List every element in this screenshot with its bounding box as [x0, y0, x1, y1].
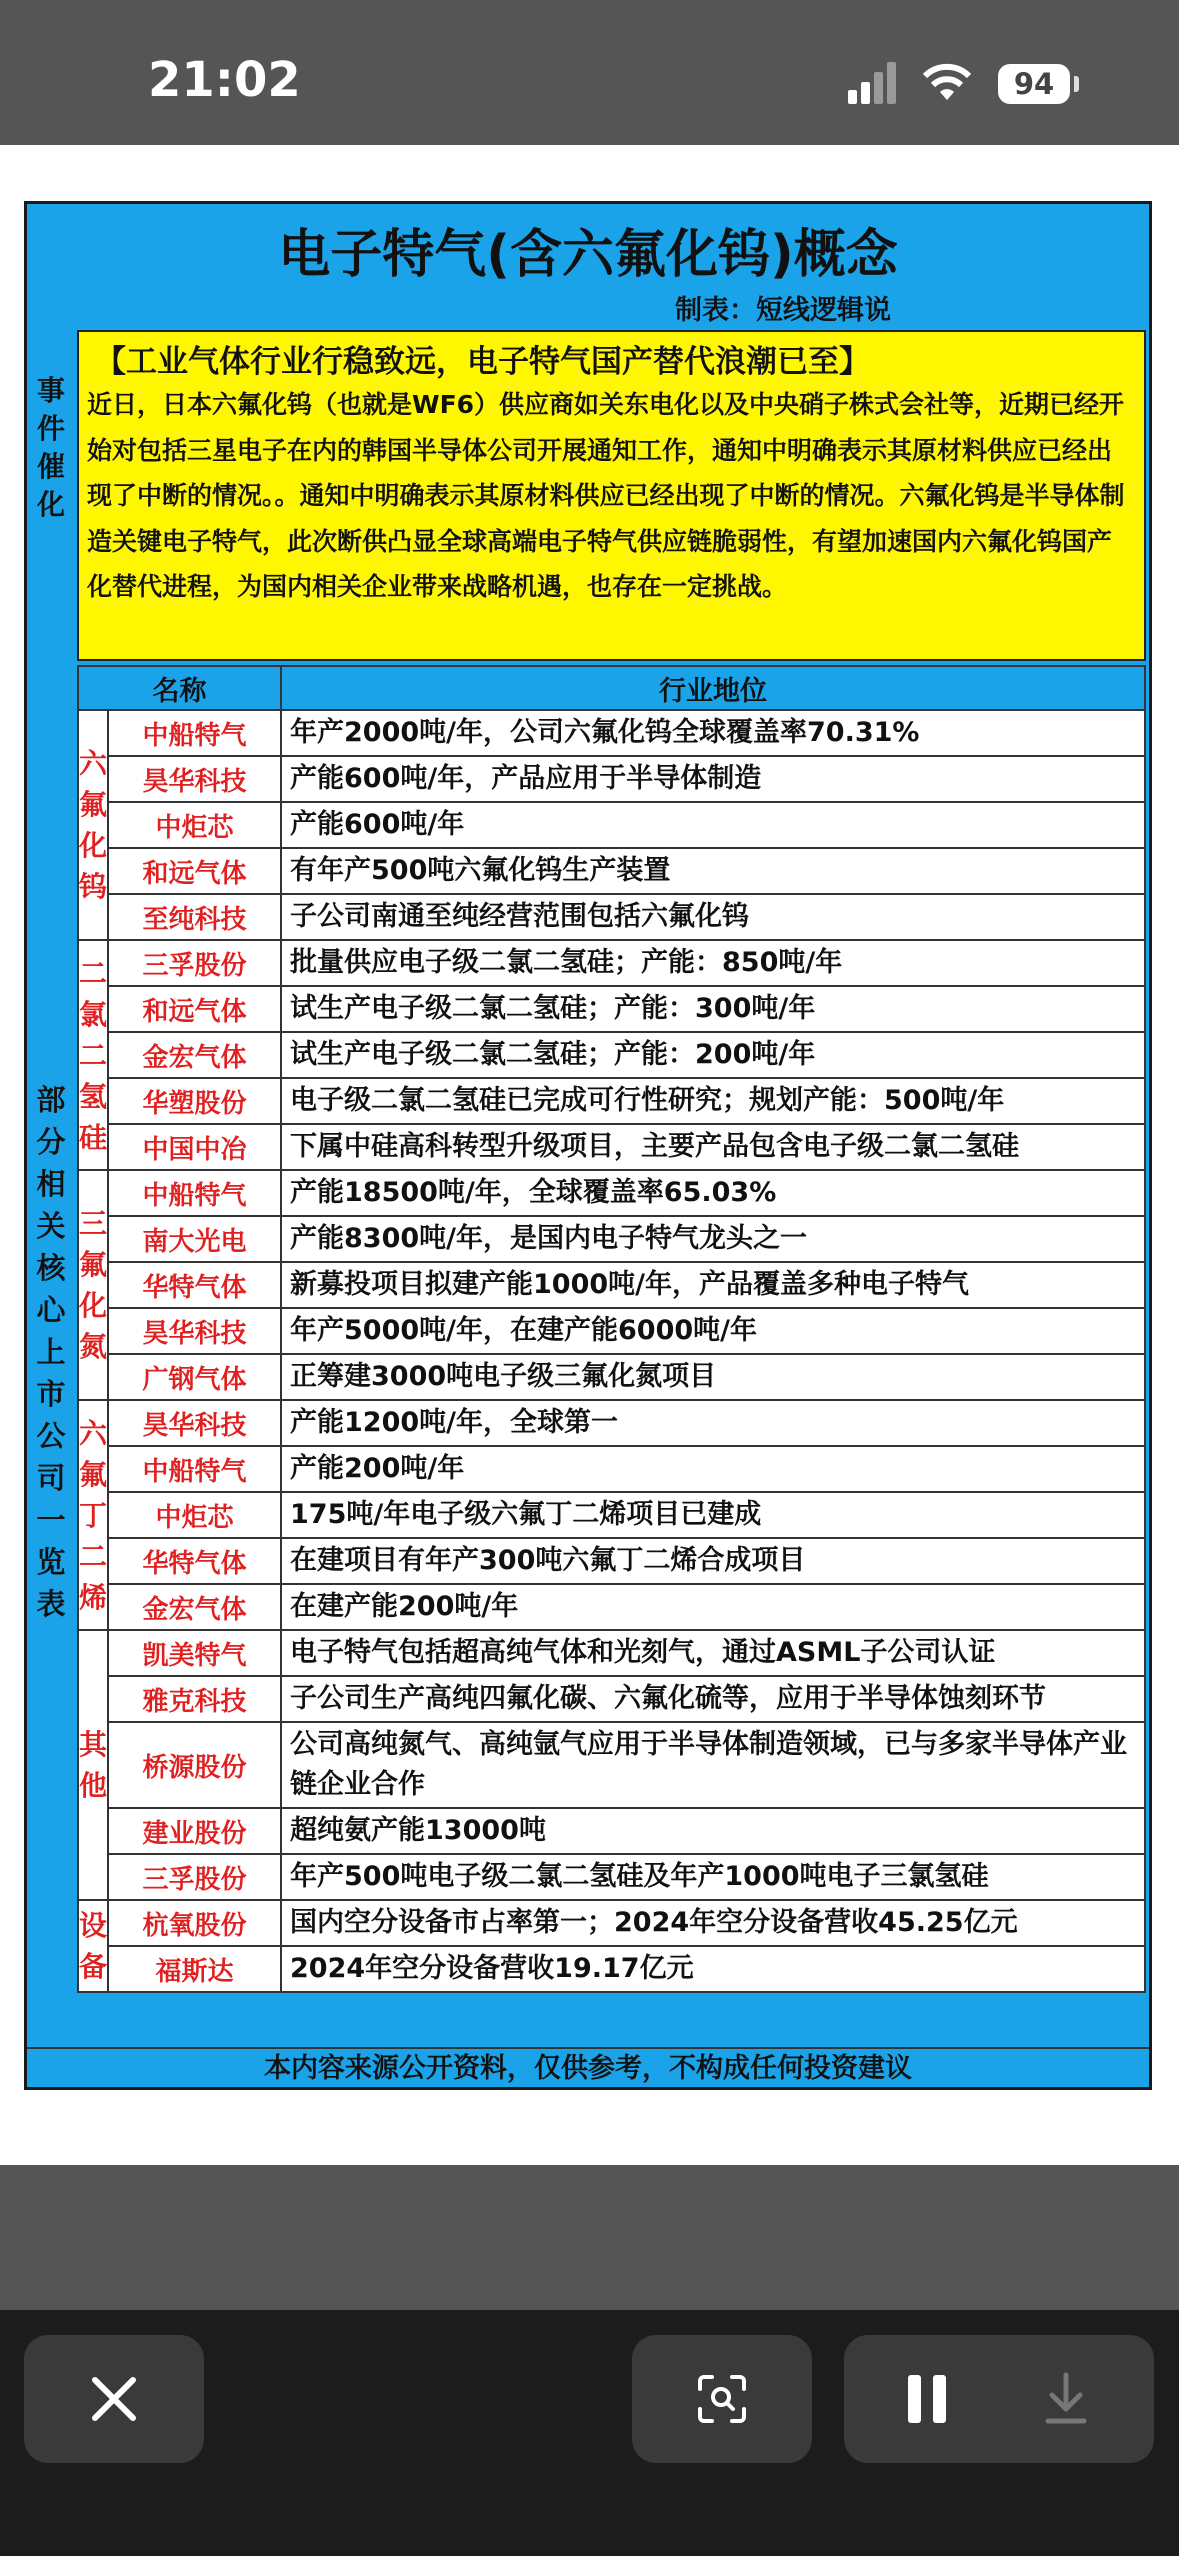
cellular-signal-icon: [848, 58, 896, 104]
table-row: [78, 1946, 1145, 1992]
table-row: [78, 1078, 1145, 1124]
company-info: 子公司南通至纯经营范围包括六氟化钨: [281, 894, 1145, 940]
company-info: 试生产电子级二氯二氢硅；产能：200吨/年: [281, 1032, 1145, 1078]
company-info: 新募投项目拟建产能1000吨/年，产品覆盖多种电子特气: [281, 1262, 1145, 1308]
company-info: 产能8300吨/年，是国内电子特气龙头之一: [281, 1216, 1145, 1262]
table-row: [78, 710, 1145, 756]
company-name: 中船特气: [108, 1170, 281, 1216]
company-name: 至纯科技: [108, 894, 281, 940]
company-name: 中国中冶: [108, 1124, 281, 1170]
company-name: 昊华科技: [108, 1400, 281, 1446]
table-row: [78, 1722, 1145, 1808]
company-name: 中炬芯: [108, 1492, 281, 1538]
category-label: 六 氟 丁 二 烯: [78, 1400, 108, 1630]
table-row: [78, 1262, 1145, 1308]
table-row: [78, 1584, 1145, 1630]
company-name: 广钢气体: [108, 1354, 281, 1400]
table-row: [78, 894, 1145, 940]
table-row: [78, 1854, 1145, 1900]
company-name: 建业股份: [108, 1808, 281, 1854]
table-row: [78, 1400, 1145, 1446]
table-row: [78, 1630, 1145, 1676]
company-info: 有年产500吨六氟化钨生产装置: [281, 848, 1145, 894]
table-row: [78, 940, 1145, 986]
close-icon: [91, 2376, 137, 2422]
company-name: 和远气体: [108, 986, 281, 1032]
table-row: [78, 1676, 1145, 1722]
table-row: [78, 1446, 1145, 1492]
company-name: 福斯达: [108, 1946, 281, 1992]
playback-controls: [844, 2335, 1154, 2463]
category-label: 二 氯 二 氢 硅: [78, 940, 108, 1170]
table-row: [78, 1170, 1145, 1216]
col-name-header: 名称: [78, 666, 281, 710]
company-info: 产能200吨/年: [281, 1446, 1145, 1492]
company-info: 公司高纯氮气、高纯氩气应用于半导体制造领域，已与多家半导体产业链企业合作: [281, 1722, 1145, 1808]
company-name: 杭氧股份: [108, 1900, 281, 1946]
company-name: 和远气体: [108, 848, 281, 894]
table-row: [78, 1538, 1145, 1584]
company-info: 子公司生产高纯四氟化碳、六氟化硫等，应用于半导体蚀刻环节: [281, 1676, 1145, 1722]
company-info: 国内空分设备市占率第一；2024年空分设备营收45.25亿元: [281, 1900, 1145, 1946]
status-time: 21:02: [148, 52, 301, 108]
table-row: [78, 986, 1145, 1032]
table-row: [78, 1216, 1145, 1262]
table-row: [78, 1124, 1145, 1170]
poster-title: 电子特气(含六氟化钨)概念: [278, 225, 898, 285]
company-name: 华特气体: [108, 1262, 281, 1308]
poster-maker: 制表：短线逻辑说: [675, 295, 891, 326]
category-label: 其 他: [78, 1630, 108, 1900]
wifi-icon: [922, 62, 972, 102]
table-row: [78, 756, 1145, 802]
company-info: 年产5000吨/年，在建产能6000吨/年: [281, 1308, 1145, 1354]
table-row: [78, 1900, 1145, 1946]
company-info: 下属中硅高科转型升级项目，主要产品包含电子级二氯二氢硅: [281, 1124, 1145, 1170]
event-label: 事 件 催 化: [27, 330, 75, 661]
event-box: [77, 330, 1146, 661]
event-text: 近日，日本六氟化钨（也就是WF6）供应商如关东电化以及中央硝子株式会社等，近期已经开始对包括三星电子在内的韩国半导体公司开展通知工作，通知中明确表示其原材料供应已经出现了中断的情况。。通知中明确表示其原材料供应已经出现了中断的情况。六氟化钨是半导体制造关键电子特气，此次断供凸显全球高端电子特气供应链脆弱性，有望加速国内六氟化钨国产化替代进程，为国内相关企业带来战略机遇，也存在一定挑战。: [87, 390, 1125, 601]
col-status-header: 行业地位: [281, 666, 1145, 710]
company-name: 金宏气体: [108, 1584, 281, 1630]
company-info: 电子级二氯二氢硅已完成可行性研究；规划产能：500吨/年: [281, 1078, 1145, 1124]
company-name: 三孚股份: [108, 1854, 281, 1900]
image-viewer[interactable]: [0, 145, 1179, 2165]
company-info: 正筹建3000吨电子级三氟化氮项目: [281, 1354, 1145, 1400]
category-label: 设 备: [78, 1900, 108, 1992]
event-headline: 【工业气体行业行稳致远，电子特气国产替代浪潮已至】: [95, 344, 870, 380]
battery-indicator: 94: [998, 64, 1070, 104]
table-row: [78, 1032, 1145, 1078]
table-row: [78, 1808, 1145, 1854]
disclaimer-footer: 本内容来源公开资料，仅供参考，不构成任何投资建议: [27, 2047, 1149, 2089]
company-name: 昊华科技: [108, 756, 281, 802]
company-info: 175吨/年电子级六氟丁二烯项目已建成: [281, 1492, 1145, 1538]
company-name: 华特气体: [108, 1538, 281, 1584]
table-row: [78, 848, 1145, 894]
company-name: 中船特气: [108, 1446, 281, 1492]
company-info: 在建产能200吨/年: [281, 1584, 1145, 1630]
company-info: 产能1200吨/年，全球第一: [281, 1400, 1145, 1446]
close-button[interactable]: [24, 2335, 204, 2463]
company-name: 中船特气: [108, 710, 281, 756]
table-row: [78, 802, 1145, 848]
company-table: [77, 665, 1146, 1993]
table-row: [78, 1308, 1145, 1354]
download-icon[interactable]: [1042, 2371, 1090, 2427]
category-label: 六 氟 化 钨: [78, 710, 108, 940]
visual-lookup-icon: [696, 2373, 748, 2425]
company-info: 产能18500吨/年，全球覆盖率65.03%: [281, 1170, 1145, 1216]
company-name: 雅克科技: [108, 1676, 281, 1722]
company-name: 华塑股份: [108, 1078, 281, 1124]
battery-cap: [1074, 76, 1079, 92]
table-row: [78, 1492, 1145, 1538]
company-name: 三孚股份: [108, 940, 281, 986]
poster: [24, 201, 1152, 2090]
company-info: 2024年空分设备营收19.17亿元: [281, 1946, 1145, 1992]
company-name: 南大光电: [108, 1216, 281, 1262]
company-name: 凯美特气: [108, 1630, 281, 1676]
table-row: [78, 1354, 1145, 1400]
status-bar: [0, 0, 1179, 145]
company-info: 在建项目有年产300吨六氟丁二烯合成项目: [281, 1538, 1145, 1584]
company-name: 金宏气体: [108, 1032, 281, 1078]
company-info: 批量供应电子级二氯二氢硅；产能：850吨/年: [281, 940, 1145, 986]
company-info: 超纯氨产能13000吨: [281, 1808, 1145, 1854]
company-info: 年产500吨电子级二氯二氢硅及年产1000吨电子三氯氢硅: [281, 1854, 1145, 1900]
company-info: 年产2000吨/年，公司六氟化钨全球覆盖率70.31%: [281, 710, 1145, 756]
category-label: 三 氟 化 氮: [78, 1170, 108, 1400]
company-name: 昊华科技: [108, 1308, 281, 1354]
pause-icon[interactable]: [908, 2375, 946, 2423]
company-name: 中炬芯: [108, 802, 281, 848]
company-info: 试生产电子级二氯二氢硅；产能：300吨/年: [281, 986, 1145, 1032]
company-info: 产能600吨/年，产品应用于半导体制造: [281, 756, 1145, 802]
company-info: 电子特气包括超高纯气体和光刻气，通过ASML子公司认证: [281, 1630, 1145, 1676]
list-label: 部 分 相 关 核 心 上 市 公 司 一 览 表: [27, 665, 75, 2047]
company-name: 桥源股份: [108, 1722, 281, 1808]
visual-lookup-button[interactable]: [632, 2335, 812, 2463]
company-info: 产能600吨/年: [281, 802, 1145, 848]
